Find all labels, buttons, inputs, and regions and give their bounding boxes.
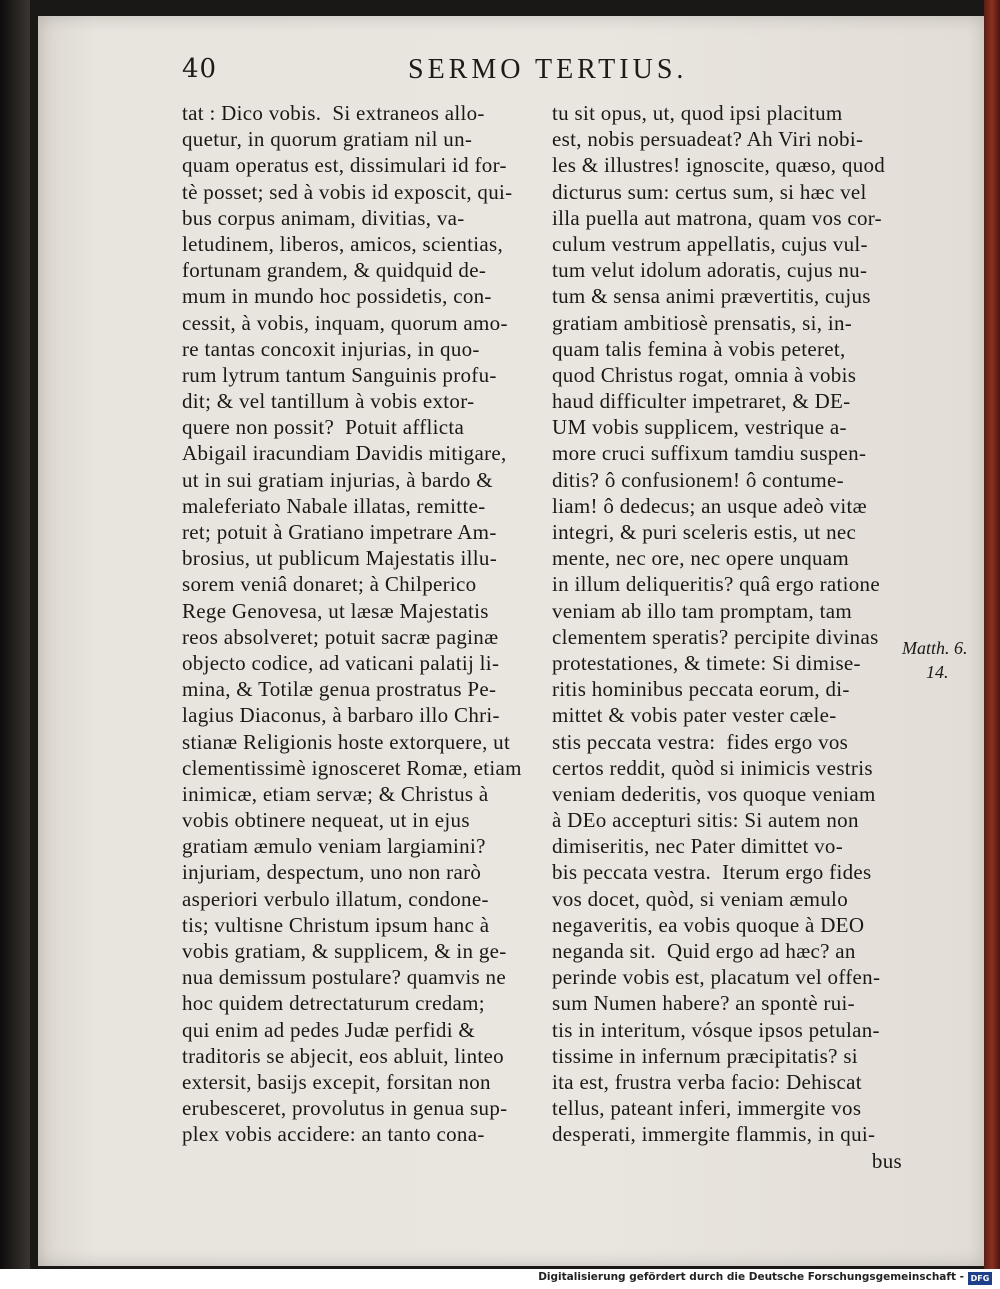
left-column-line: asperiori verbulo illatum, condone- <box>182 886 489 911</box>
right-column-line: liam! ô dedecus; an usque adeò vitæ <box>552 493 867 518</box>
left-column-line: letudinem, liberos, amicos, scientias, <box>182 231 504 256</box>
left-column-line: lagius Diaconus, à barbaro illo Chri- <box>182 703 500 728</box>
left-column-line: maleferiato Nabale illatas, remitte- <box>182 493 486 518</box>
left-column-line: tat : Dico vobis. Si extraneos allo- <box>182 101 485 125</box>
right-column-line: ditis? ô confusionem! ô contume- <box>552 467 844 492</box>
left-column-line: quetur, in quorum gratiam nil un- <box>182 127 473 152</box>
right-column-line: tum & sensa animi prævertitis, cujus <box>552 284 871 309</box>
catchword: bus <box>871 1148 902 1173</box>
right-column-line: ita est, frustra verba facio: Dehiscat <box>552 1069 862 1094</box>
left-column-line: inimicæ, etiam servæ; & Christus à <box>182 781 489 806</box>
right-column-line: tis in interitum, vósque ipsos petulan- <box>552 1017 880 1042</box>
marginal-reference <box>902 636 968 684</box>
funding-credit: Digitalisierung gefördert durch die Deutsche Forschungsgemeinschaft - <box>538 1271 964 1283</box>
right-column-line: clementem speratis? percipite divinas <box>552 624 879 649</box>
left-column-line: quere non possit? Potuit afflicta <box>182 415 465 440</box>
right-column-line: perinde vobis est, placatum vel offen- <box>552 965 881 990</box>
right-column-line: tu sit opus, ut, quod ipsi placitum <box>552 101 843 125</box>
left-column-line: Rege Genovesa, ut læsæ Majestatis <box>182 598 489 623</box>
right-column-line: culum vestrum appellatis, cujus vul- <box>552 231 868 256</box>
right-column-line: ritis hominibus peccata eorum, di- <box>552 677 850 702</box>
footer-bar <box>0 1269 1000 1289</box>
left-column-line: brosius, ut publicum Majestatis illu- <box>182 546 497 571</box>
left-column-line: tè posset; sed à vobis id exposcit, qui- <box>182 179 513 204</box>
right-column-line: in illum deliqueritis? quâ ergo ratione <box>552 572 880 597</box>
left-column-line: re tantas concoxit injurias, in quo- <box>182 336 480 361</box>
right-column-line: negaveritis, ea vobis quoque à DEO <box>552 912 865 937</box>
right-column-line: à DEo accepturi sitis: Si autem non <box>552 808 859 833</box>
left-column-line: gratiam æmulo veniam largiamini? <box>182 834 486 859</box>
page-header <box>138 50 938 86</box>
left-column-line: tis; vultisne Christum ipsum hanc à <box>182 912 490 937</box>
left-column-line: sorem veniâ donaret; à Chilperico <box>182 572 477 597</box>
left-column-line: vobis obtinere nequeat, ut in ejus <box>182 808 470 833</box>
right-column-line: illa puella aut matrona, quam vos cor- <box>552 205 882 230</box>
marginal-reference-line1: Matth. 6. <box>902 638 968 658</box>
left-column-line: quam operatus est, dissimulari id for- <box>182 153 507 178</box>
right-column-line: veniam dederitis, vos quoque veniam <box>552 781 876 806</box>
left-column-line: injuriam, despectum, uno non rarò <box>182 860 482 885</box>
book-cover-edge <box>984 0 1000 1269</box>
left-column-line: mina, & Totilæ genua prostratus Pe- <box>182 677 497 702</box>
page-number: 40 <box>182 54 218 84</box>
left-column-line: cessit, à vobis, inquam, quorum amo- <box>182 310 508 335</box>
dfg-logo: DFG <box>968 1272 992 1285</box>
left-column-line: clementissimè ignosceret Romæ, etiam <box>182 755 522 780</box>
right-column-line: more cruci suffixum tamdiu suspen- <box>552 441 867 466</box>
left-column-line: extersit, basijs excepit, forsitan non <box>182 1069 491 1094</box>
left-column-line: mum in mundo hoc possidetis, con- <box>182 284 492 309</box>
running-head: SERMO TERTIUS. <box>408 54 688 85</box>
left-column-line: reos absolveret; potuit sacræ paginæ <box>182 624 499 649</box>
left-column-line: ut in sui gratiam injurias, à bardo & <box>182 467 493 492</box>
right-column-line: bis peccata vestra. Iterum ergo fides <box>552 860 872 885</box>
left-column-line: fortunam grandem, & quidquid de- <box>182 258 487 283</box>
right-column-line: stis peccata vestra: fides ergo vos <box>552 729 849 754</box>
right-column-line: tissime in infernum præcipitatis? si <box>552 1043 858 1068</box>
left-column-line: vobis gratiam, & supplicem, & in ge- <box>182 939 507 963</box>
right-column-line: quam talis femina à vobis peteret, <box>552 336 846 361</box>
right-column-line: certos reddit, quòd si inimicis vestris <box>552 755 873 780</box>
right-column-line: mittet & vobis pater vester cæle- <box>552 703 837 728</box>
right-column-line: tellus, pateant inferi, immergite vos <box>552 1096 862 1121</box>
right-column-line: sum Numen habere? an spontè rui- <box>552 991 855 1016</box>
right-column-line: veniam ab illo tam promptam, tam <box>552 598 853 623</box>
right-column-line: neganda sit. Quid ergo ad hæc? an <box>552 939 856 963</box>
right-column-line: les & illustres! ignoscite, quæso, quod <box>552 153 886 178</box>
right-column-line: est, nobis persuadeat? Ah Viri nobi- <box>552 127 864 152</box>
left-column-line: traditoris se abjecit, eos abluit, linteo <box>182 1043 504 1068</box>
right-column-line: tum velut idolum adoratis, cujus nu- <box>552 258 868 283</box>
right-column-line: protestationes, & timete: Si dimise- <box>552 650 861 675</box>
left-column-line: Abigail iracundiam Davidis mitigare, <box>182 441 507 466</box>
left-column-line: bus corpus animam, divitias, va- <box>182 205 465 230</box>
right-column-line: mente, nec ore, nec opere unquam <box>552 546 850 571</box>
book-binding <box>0 0 30 1269</box>
left-column-line: dit; & vel tantillum à vobis extor- <box>182 389 475 414</box>
right-column-line: gratiam ambitiosè prensatis, si, in- <box>552 310 853 335</box>
right-column-line: desperati, immergite flammis, in qui- <box>552 1122 876 1147</box>
left-column-line: stianæ Religionis hoste extorquere, ut <box>182 729 511 754</box>
left-column-line: ret; potuit à Gratiano impetrare Am- <box>182 520 497 544</box>
left-column-line: qui enim ad pedes Judæ perfidi & <box>182 1017 476 1042</box>
marginal-reference-line2: 14. <box>926 662 949 682</box>
left-column-line: rum lytrum tantum Sanguinis profu- <box>182 362 497 387</box>
right-column-line: vos docet, quòd, si veniam æmulo <box>552 886 848 911</box>
right-column-line: integri, & puri sceleris estis, ut nec <box>552 520 857 544</box>
right-column-line: quod Christus rogat, omnia à vobis <box>552 362 857 387</box>
right-text-column <box>552 100 902 1174</box>
left-column-line: objecto codice, ad vaticani palatij li- <box>182 650 500 675</box>
left-column-line: hoc quidem detrectaturum credam; <box>182 991 485 1016</box>
left-column-line: erubesceret, provolutus in genua sup- <box>182 1096 508 1121</box>
right-column-line: haud difficulter impetraret, & DE- <box>552 389 851 414</box>
left-column-line: plex vobis accidere: an tanto cona- <box>182 1122 485 1147</box>
left-column-line: nua demissum postulare? quamvis ne <box>182 965 506 990</box>
right-column-line: dicturus sum: certus sum, si hæc vel <box>552 179 867 204</box>
right-column-line: UM vobis supplicem, vestrique a- <box>552 415 847 440</box>
right-column-line: dimiseritis, nec Pater dimittet vo- <box>552 834 844 859</box>
left-text-column <box>182 100 522 1148</box>
